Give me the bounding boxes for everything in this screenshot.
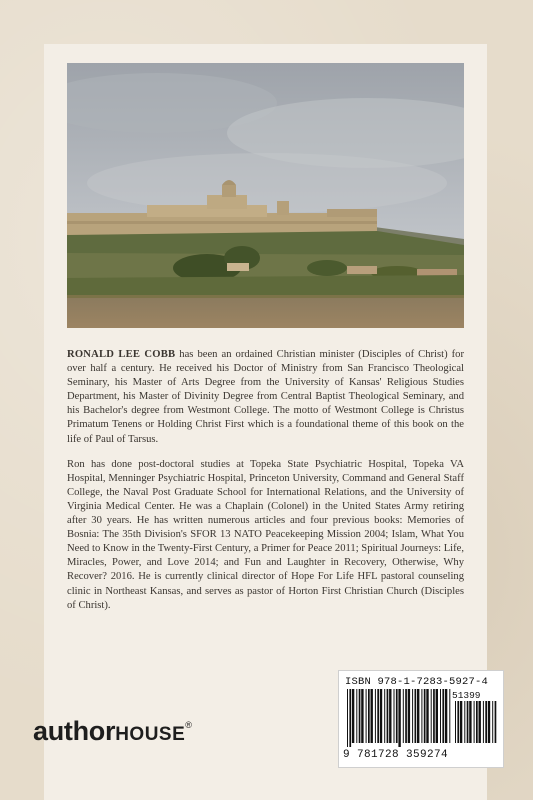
barcode-bar — [384, 689, 385, 743]
barcode-bar — [455, 701, 456, 743]
barcode-bar — [495, 701, 497, 743]
isbn-barcode — [338, 670, 504, 768]
barcode-bar — [483, 701, 484, 743]
barcode-bar — [421, 689, 422, 743]
barcode-bar — [464, 701, 465, 743]
barcode-bar — [349, 689, 351, 747]
barcode-bar — [389, 689, 391, 743]
cover-photo-hilltop-citadel — [67, 63, 464, 328]
barcode-bar — [457, 701, 459, 743]
bio-paragraph-1 — [67, 348, 464, 447]
barcode-bar — [431, 689, 432, 743]
barcode-bar — [347, 689, 348, 747]
publisher-logo-author: author — [33, 716, 116, 746]
barcode-bar — [417, 689, 419, 743]
barcode-bar — [426, 689, 428, 743]
barcode-bar — [440, 689, 441, 743]
barcode-bar — [460, 701, 462, 743]
barcode-bar — [412, 689, 413, 743]
isbn-number: ISBN 978-1-7283-5927-4 — [345, 676, 489, 688]
barcode-bar — [469, 701, 471, 743]
barcode-bar — [403, 689, 404, 743]
barcode-bar — [377, 689, 379, 743]
ean-barcode-bars — [347, 689, 451, 747]
ean-digits: 9 781728 359274 — [343, 749, 449, 761]
barcode-bar — [356, 689, 357, 743]
registered-mark-icon: ® — [185, 720, 192, 730]
barcode-bar — [396, 689, 398, 743]
barcode-bar — [380, 689, 382, 743]
publisher-logo-house: HOUSE — [115, 724, 186, 745]
bio-paragraph-2: Ron has done post-doctoral studies at Topeka State Psychiatric Hospital, Topeka VA Hospital, Menninger Psychiatric Hospital, Princeton University, Command and General Staff College, the Naval Post Graduate School for International Relations, and the University of Virginia Medical Center. He was a Chaplain (Colonel) in the United States Army retiring after 30 years. He has written numerous articles and four previous books: Memories of Bosnia: The 35th Division's SFOR 13 NATO Peacekeeping Mission 2004; Islam, What You Need to Know in the Twenty-First Century, a Primer for Peace 2011; Spiritual Journeys: Life, Miracles, Power, and Love 2014; and Fun and Laughter in Recovery, Otherwise, Why Recover? 2016. He is currently clinical director of Hope For Life HFL pastoral counseling clinic in Northeast Kansas, and serves as pastor of Horton First Christian Church (Disciples of Christ). — [67, 458, 464, 611]
barcode-bar — [415, 689, 417, 743]
barcode-bar — [387, 689, 389, 743]
publisher-logo — [33, 716, 192, 747]
addon-barcode-bars — [455, 701, 497, 747]
barcode-bar — [485, 701, 487, 743]
barcode-bar — [405, 689, 407, 743]
author-name: RONALD LEE COBB — [67, 349, 176, 360]
barcode-bar — [368, 689, 370, 743]
barcode-bar — [449, 689, 450, 743]
barcode-bar — [476, 701, 478, 743]
barcode-bar — [488, 701, 490, 743]
barcode-bar — [366, 689, 367, 743]
barcode-bar — [375, 689, 376, 743]
barcode-bar — [445, 689, 447, 743]
barcode-bar — [492, 701, 493, 743]
barcode-bar — [408, 689, 410, 743]
bio-paragraph-1-text: has been an ordained Christian minister (Disciples of Christ) for over half a century. He received his Doctor of Ministry from San Francisco Theological Seminary, his Master of Arts Degree from the University of Kansas' Religious Studies Department, his Master of Divinity Degree from Central Baptist Theological Seminary, and his Bachelor's degree from Westmont College. The motto of Westmont College is Christus Primatum Tenens or Holding Christ First which is a foundational theme of this book on the life of Paul of Tarsus. — [67, 349, 464, 445]
barcode-bar — [436, 689, 438, 743]
barcode-bar — [359, 689, 361, 743]
barcode-bar — [467, 701, 469, 743]
price-code: 51399 — [452, 690, 481, 701]
barcode-bar — [371, 689, 373, 743]
barcode-bar — [398, 689, 400, 747]
barcode-bar — [352, 689, 354, 743]
barcode-bar — [424, 689, 426, 743]
barcode-bar — [361, 689, 363, 743]
barcode-bar — [474, 701, 475, 743]
author-biography — [67, 348, 464, 624]
barcode-bar — [442, 689, 444, 743]
barcode-bar — [479, 701, 481, 743]
barcode-bar — [394, 689, 395, 743]
barcode-bar — [433, 689, 435, 743]
